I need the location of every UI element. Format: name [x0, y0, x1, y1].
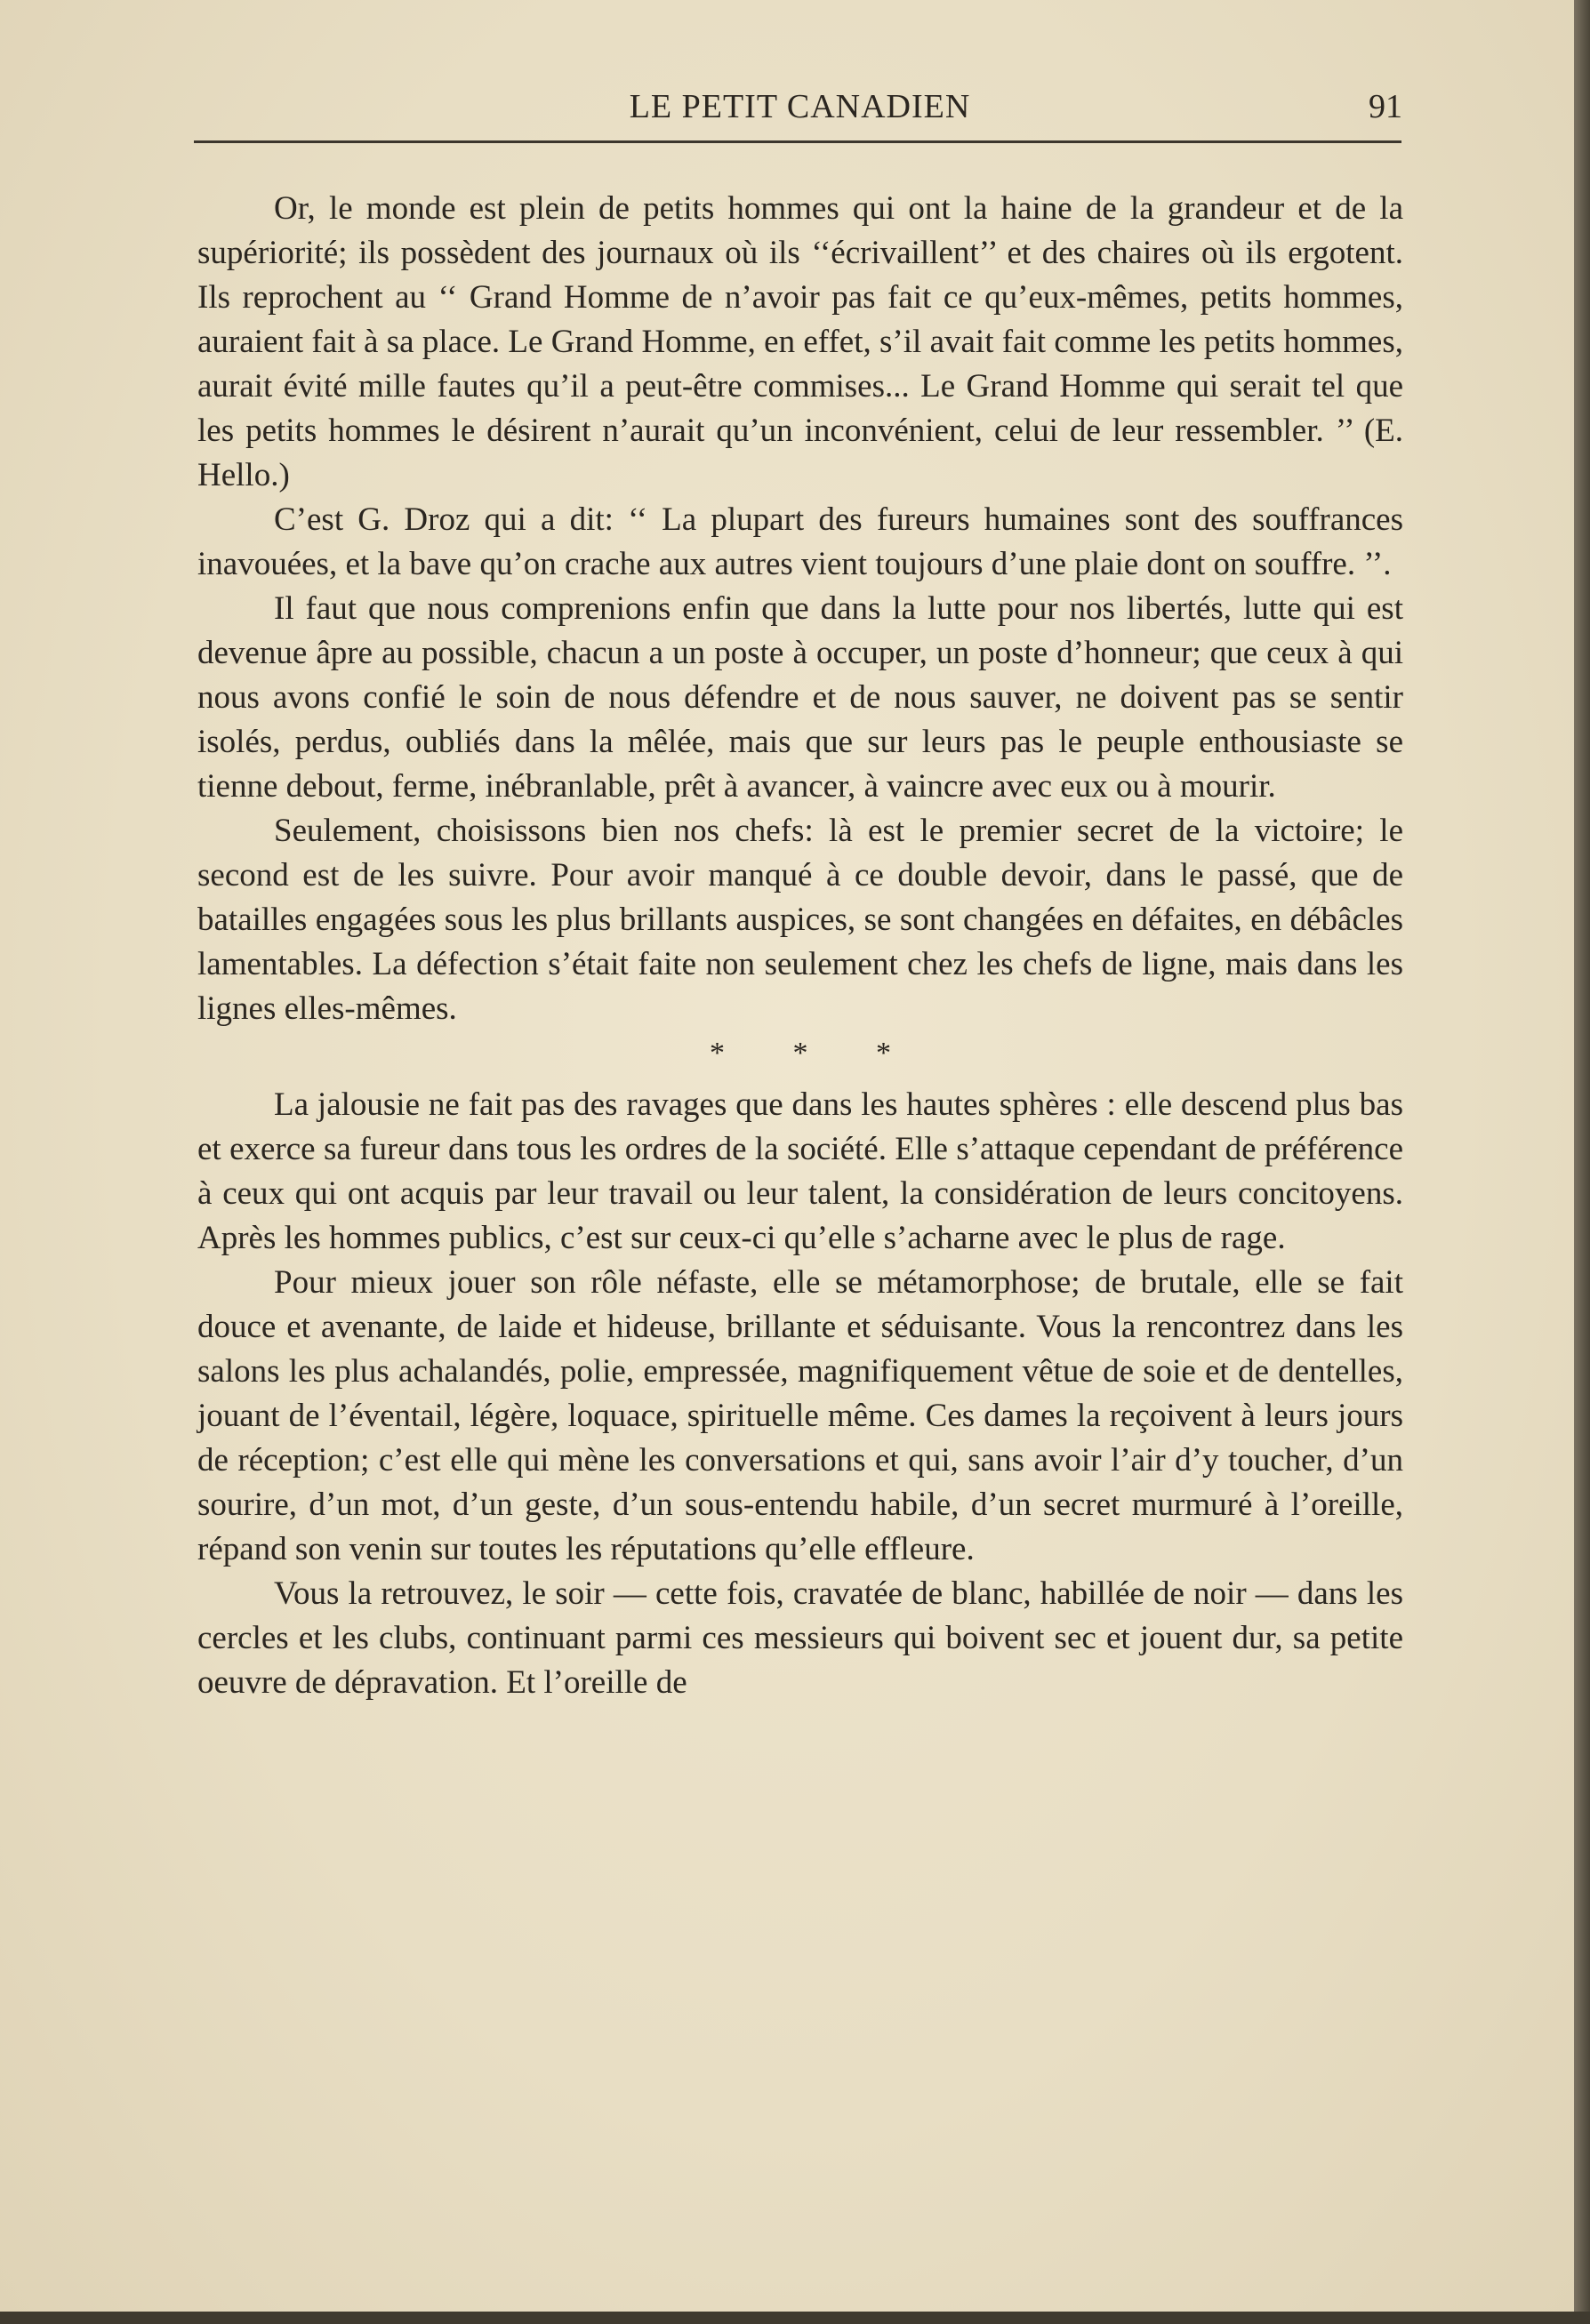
paragraph: Vous la retrouvez, le soir — cette fois, cravatée de blanc, habillée de noir — dans les cercles et les clubs, continuant parmi ces messieurs qui boivent sec et jouent dur, sa petite oeuvre de dépravation. Et l’oreille de — [197, 1575, 1403, 1701]
scan-bottom-border — [0, 2312, 1590, 2324]
paragraph: Seulement, choisissons bien nos chefs: là est le premier secret de la victoire; le second est de les suivre. Pour avoir manqué à ce double devoir, dans le passé, que de batailles engagées sous les plus brillants auspices, se sont changées en défaites, en débâcles lamentables. La défection s’était faite non seulement chez les chefs de ligne, mais dans les lignes elles-mêmes. — [197, 813, 1403, 1027]
paragraph: Or, le monde est plein de petits hommes qui ont la haine de la grandeur et de la supériorité; ils possèdent des journaux où ils ‘‘écrivaillent’’ et des chaires où ils ergotent. Ils reprochent au ‘‘ Grand Homme de n’avoir pas fait ce qu’eux-mêmes, petits hommes, auraient fait à sa place. Le Grand Homme, en effet, s’il avait fait comme les petits hommes, aurait évité mille fautes qu’il a peut-être commises... Le Grand Homme qui serait tel que les petits hommes le désirent n’aurait qu’un inconvénient, celui de leur ressembler. ’’ (E. Hello.) — [197, 190, 1403, 493]
page-header — [197, 87, 1402, 133]
section-separator: * * * — [710, 1037, 921, 1070]
page-edge-shadow — [1574, 0, 1590, 2324]
paragraph: Pour mieux jouer son rôle néfaste, elle se métamorphose; de brutale, elle se fait douce et avenante, de laide et hideuse, brillante et séduisante. Vous la rencontrez dans les salons les plus achalandés, polie, empressée, magnifiquement vêtue de soie et de dentelles, jouant de l’éventail, légère, loquace, spirituelle même. Ces dames la reçoivent à leurs jours de réception; c’est elle qui mène les conversations et qui, sans avoir l’air d’y toucher, d’un sourire, d’un mot, d’un geste, d’un sous-entendu habile, d’un secret murmuré à l’oreille, répand son venin sur toutes les réputations qu’elle effleure. — [197, 1264, 1403, 1567]
body-text — [197, 187, 1403, 1705]
paragraph: La jalousie ne fait pas des ravages que dans les hautes sphères : elle descend plus bas et exerce sa fureur dans tous les ordres de la société. Elle s’attaque cependant de préférence à ceux qui ont acquis par leur travail ou leur talent, la considération de leurs concitoyens. Après les hommes publics, c’est sur ceux-ci qu’elle s’acharne avec le plus de rage. — [197, 1086, 1403, 1256]
paragraph: Il faut que nous comprenions enfin que dans la lutte pour nos libertés, lutte qui est devenue âpre au possible, chacun a un poste à occuper, un poste d’honneur; que ceux à qui nous avons confié le soin de nous défendre et de nous sauver, ne doivent pas se sentir isolés, perdus, oubliés dans la mêlée, mais que sur leurs pas le peuple enthousiaste se tienne debout, ferme, inébranlable, prêt à avancer, à vaincre avec eux ou à mourir. — [197, 590, 1403, 805]
section-gap — [197, 1076, 1403, 1083]
running-title: LE PETIT CANADIEN — [629, 88, 971, 125]
header-rule — [194, 140, 1401, 143]
paragraph: C’est G. Droz qui a dit: ‘‘ La plupart des fureurs humaines sont des souffrances inavouées, et la bave qu’on crache aux autres vient toujours d’une plaie dont on souffre. ’’. — [197, 501, 1403, 582]
page-number: 91 — [1369, 88, 1402, 125]
